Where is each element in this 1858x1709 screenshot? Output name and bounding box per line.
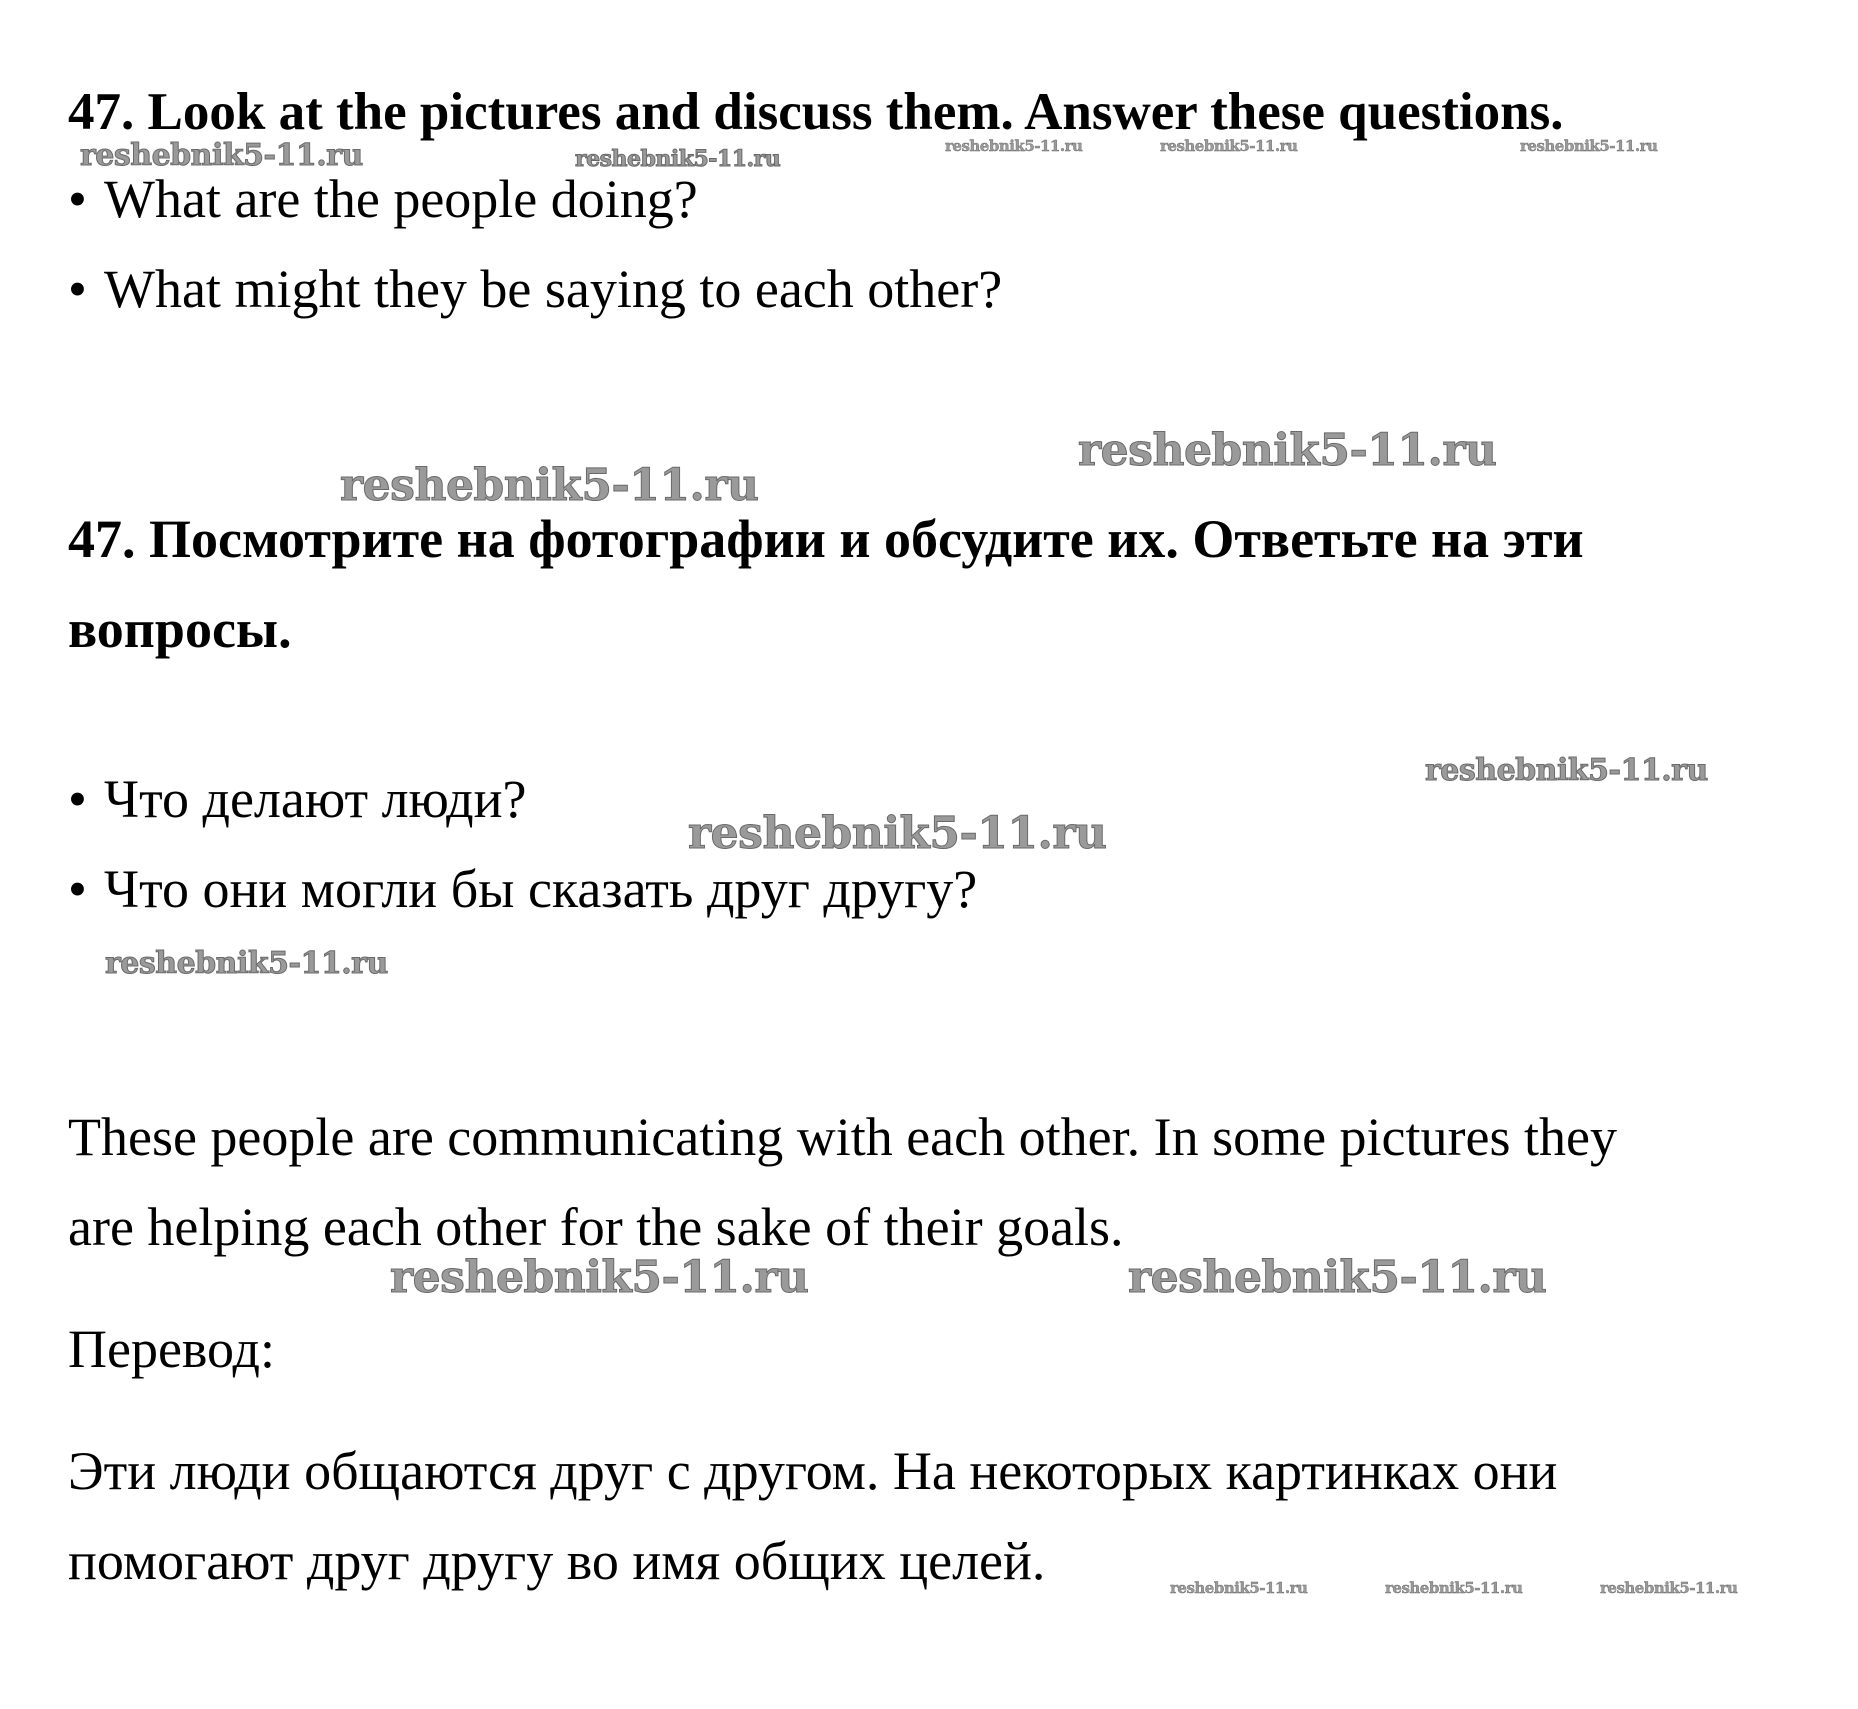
- question-en-1: • What are the people doing?: [68, 168, 698, 230]
- question-ru-2: • Что они могли бы сказать друг другу?: [68, 858, 977, 920]
- watermark: reshebnik5-11.ru: [390, 1252, 809, 1303]
- answer-en-line2: are helping each other for the sake of their goals.: [68, 1197, 1124, 1257]
- answer-ru-line1: Эти люди общаются друг с другом. На некоторых картинках они: [68, 1441, 1558, 1501]
- watermark: reshebnik5-11.ru: [1170, 1579, 1308, 1597]
- watermark: reshebnik5-11.ru: [340, 460, 759, 511]
- watermark: reshebnik5-11.ru: [1600, 1579, 1738, 1597]
- question-en-2: • What might they be saying to each other?: [68, 258, 1002, 320]
- watermark: reshebnik5-11.ru: [1385, 1579, 1523, 1597]
- exercise-heading-en: 47. Look at the pictures and discuss them. Answer these questions.: [68, 83, 1564, 141]
- watermark: reshebnik5-11.ru: [688, 808, 1107, 859]
- exercise-heading-ru-line1: 47. Посмотрите на фотографии и обсудите их. Ответьте на эти: [68, 509, 1584, 569]
- watermark: reshebnik5-11.ru: [1425, 753, 1708, 788]
- watermark: reshebnik5-11.ru: [575, 146, 781, 172]
- watermark: reshebnik5-11.ru: [945, 137, 1083, 155]
- watermark: reshebnik5-11.ru: [105, 946, 388, 981]
- exercise-heading-ru-line2: вопросы.: [68, 599, 292, 659]
- watermark: reshebnik5-11.ru: [1520, 137, 1658, 155]
- answer-en-line1: These people are communicating with each other. In some pictures they: [68, 1107, 1617, 1167]
- translation-label: Перевод:: [68, 1319, 275, 1379]
- watermark: reshebnik5-11.ru: [1160, 137, 1298, 155]
- answer-ru-line2: помогают друг другу во имя общих целей.: [68, 1531, 1046, 1591]
- watermark: reshebnik5-11.ru: [1128, 1252, 1547, 1303]
- watermark: reshebnik5-11.ru: [1078, 425, 1497, 476]
- watermark: reshebnik5-11.ru: [80, 138, 363, 173]
- question-ru-1: • Что делают люди?: [68, 768, 526, 830]
